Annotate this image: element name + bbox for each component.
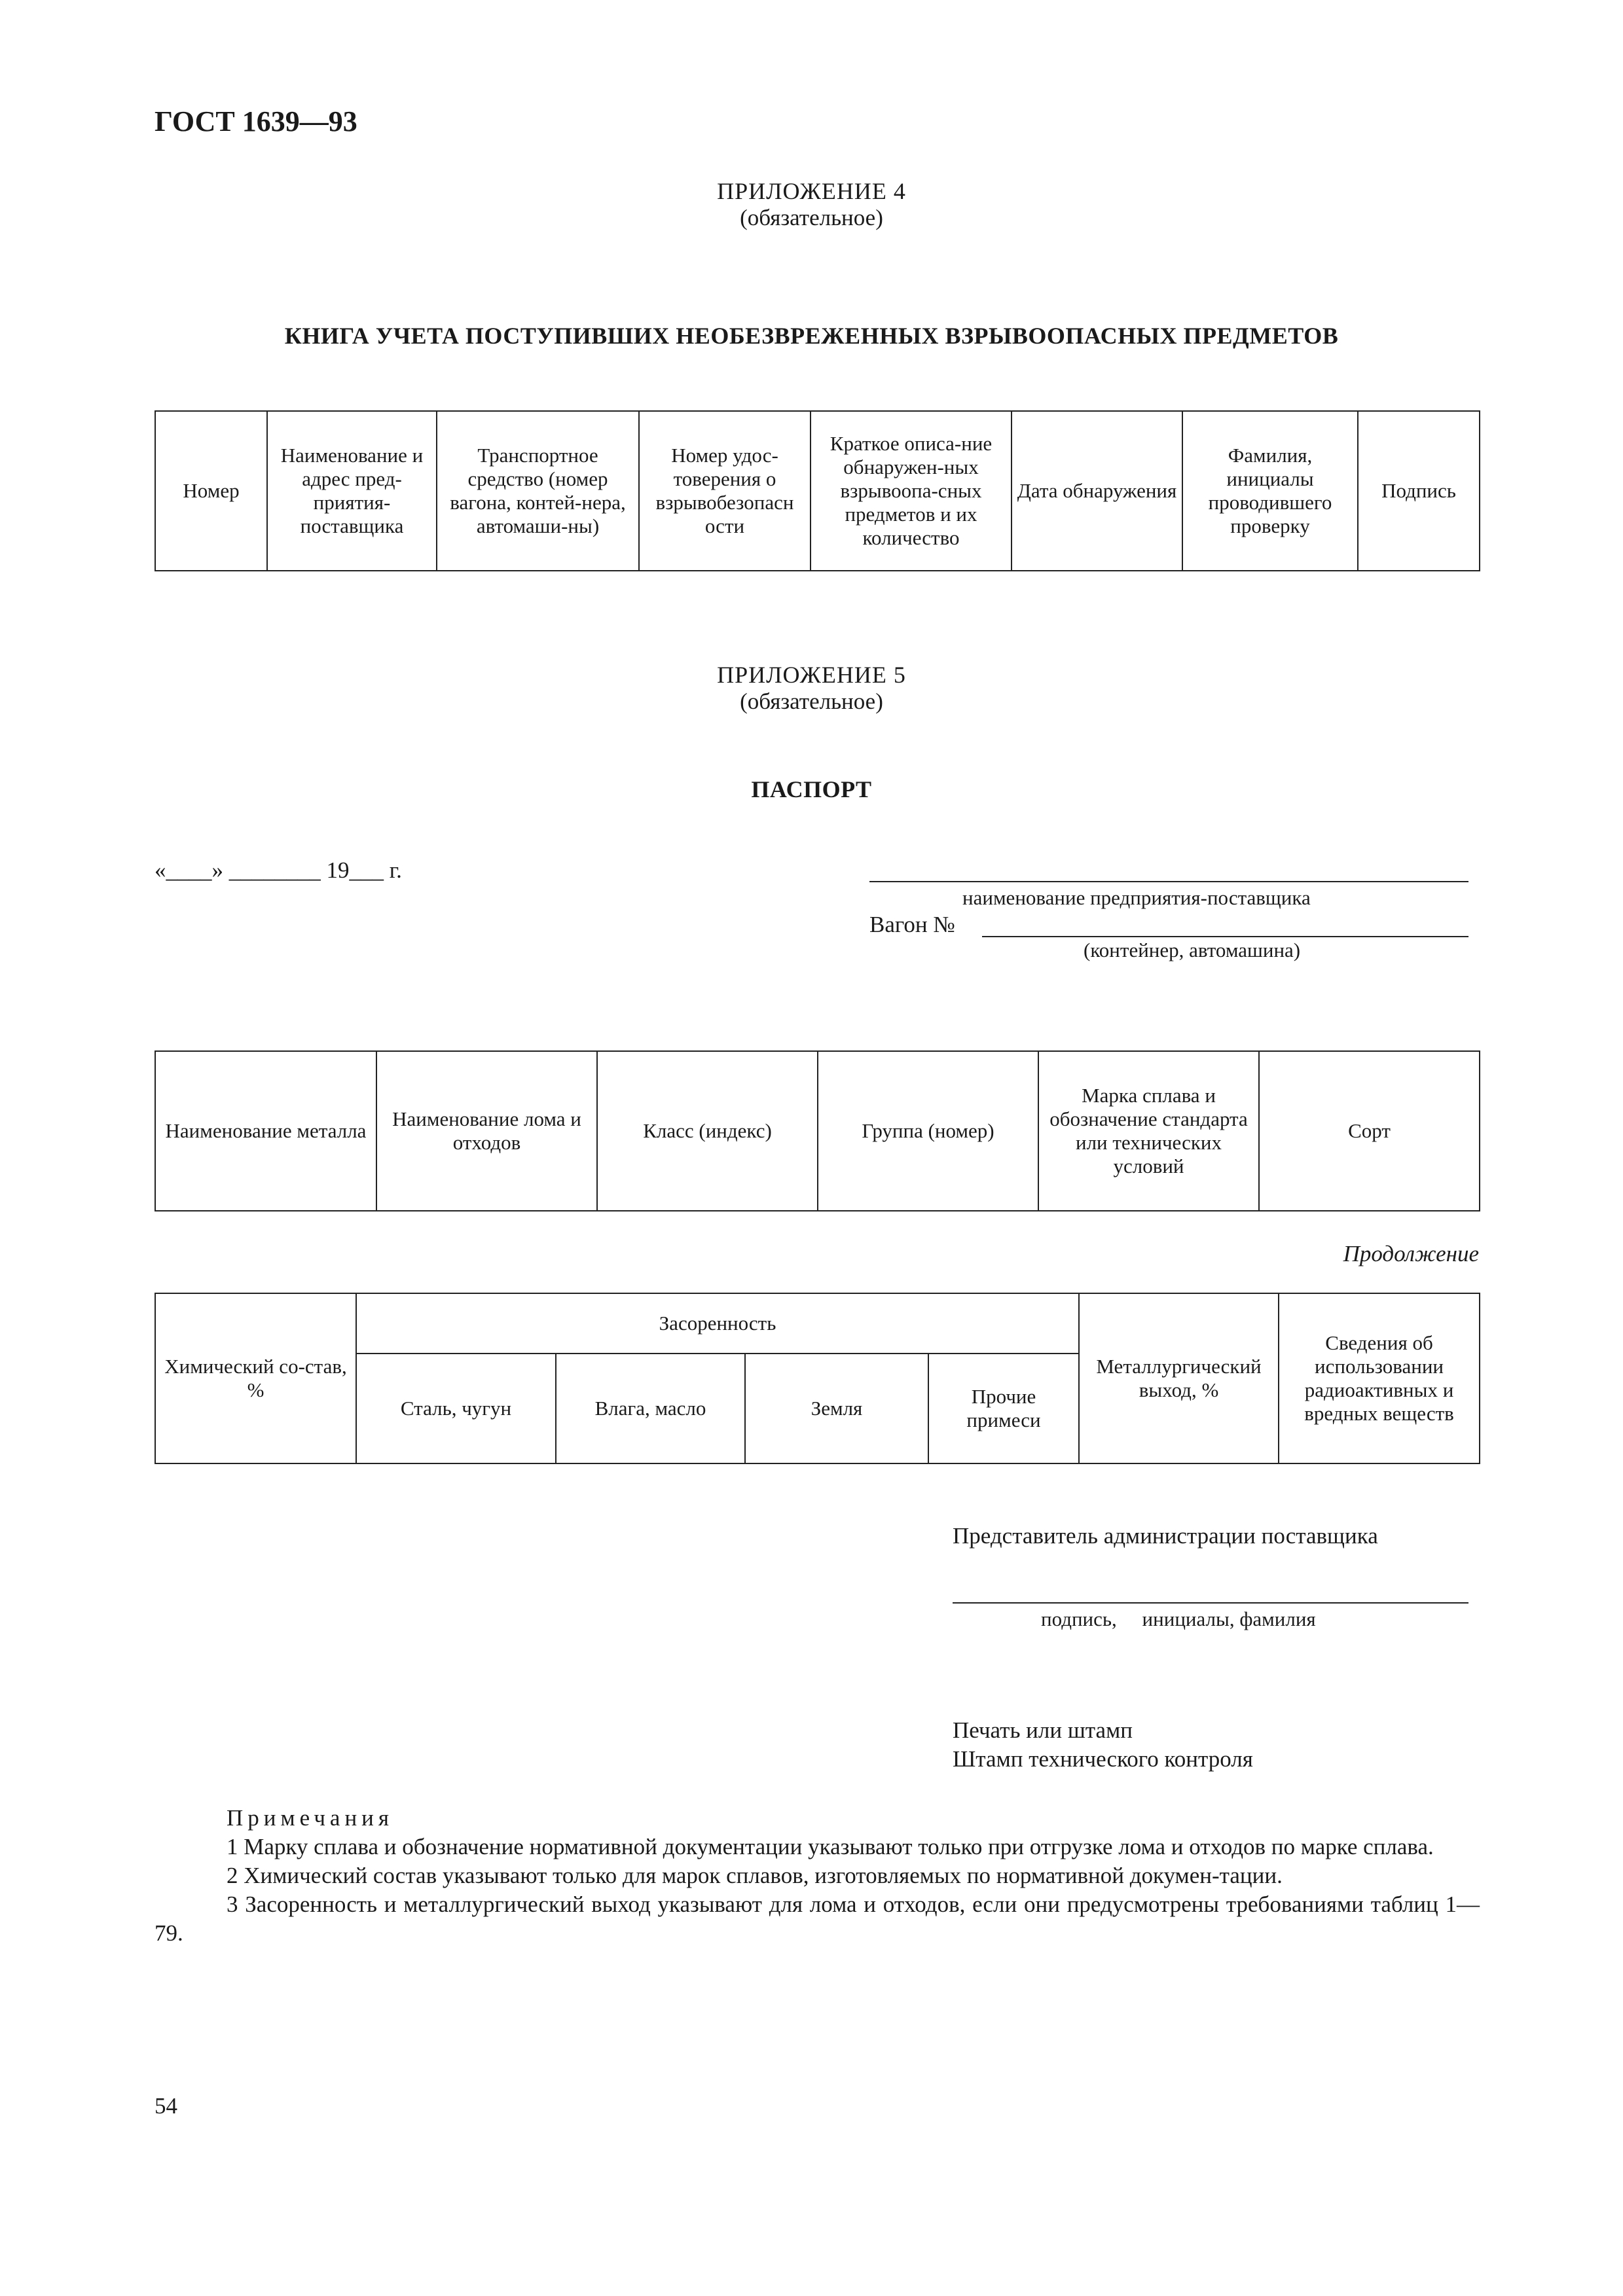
header-cell: Фамилия, инициалы проводившего проверку xyxy=(1182,411,1358,571)
header-cell: Наименование металла xyxy=(155,1051,376,1211)
header-cell: Наименование и адрес пред-приятия-поставщика xyxy=(267,411,437,571)
header-cell: Краткое описа-ние обнаружен-ных взрывоопа-сных предметов и их количество xyxy=(811,411,1012,571)
header-cell: Прочие примеси xyxy=(928,1354,1079,1463)
header-cell: Влага, масло xyxy=(556,1354,745,1463)
header-cell: Номер xyxy=(155,411,267,571)
explosives-log-table xyxy=(155,410,1480,571)
stamp-label: Печать или штамп xyxy=(953,1717,1133,1743)
header-cell: Сорт xyxy=(1259,1051,1480,1211)
header-cell: Металлургический выход, % xyxy=(1079,1293,1279,1463)
header-cell: Подпись xyxy=(1358,411,1480,571)
appendix-4-heading: КНИГА УЧЕТА ПОСТУПИВШИХ НЕОБЕЗВРЕЖЕННЫХ ВЗРЫВООПАСНЫХ ПРЕДМЕТОВ xyxy=(284,323,1339,349)
header-cell: Транспортное средство (номер вагона, контей-нера, автомаши-ны) xyxy=(437,411,639,571)
appendix-5-note: (обязательное) xyxy=(740,689,883,714)
continuation-label: Продолжение xyxy=(1343,1241,1479,1266)
document-number: ГОСТ 1639—93 xyxy=(155,105,357,137)
header-cell: Сталь, чугун xyxy=(356,1354,556,1463)
header-cell: Номер удос-товерения о взрывобезопасн ости xyxy=(639,411,811,571)
header-cell: Земля xyxy=(745,1354,928,1463)
page-number: 54 xyxy=(155,2093,177,2119)
signature-line xyxy=(953,1602,1468,1604)
appendix-5-title: ПРИЛОЖЕНИЕ 5 xyxy=(717,662,906,688)
header-cell: Дата обнаружения xyxy=(1012,411,1182,571)
representative-label: Представитель администрации поставщика xyxy=(953,1523,1378,1549)
header-cell: Группа (номер) xyxy=(818,1051,1038,1211)
header-cell: Сведения об использовании радиоактивных и вредных веществ xyxy=(1279,1293,1480,1463)
table-header-row xyxy=(155,411,1480,571)
supplier-name-line xyxy=(869,881,1468,882)
note-item: 1 Марку сплава и обозначение нормативной документации указывают только при отгрузке лома и отходов по марке сплава. xyxy=(227,1834,1434,1859)
wagon-caption: (контейнер, автомашина) xyxy=(1084,939,1301,961)
wagon-label: Вагон № xyxy=(869,912,955,937)
signature-caption: подпись, инициалы, фамилия xyxy=(1041,1607,1316,1630)
notes-title: Примечания xyxy=(227,1805,394,1831)
appendix-4-title: ПРИЛОЖЕНИЕ 4 xyxy=(717,178,906,204)
note-item: 3 Засоренность и металлургический выход указывают для лома и отходов, если они предусмотрены требованиями таблиц 1—79. xyxy=(155,1892,1480,1946)
header-cell: Засоренность xyxy=(356,1293,1079,1354)
header-cell: Класс (индекс) xyxy=(597,1051,818,1211)
table-header-row xyxy=(155,1293,1480,1354)
technical-control-stamp-label: Штамп технического контроля xyxy=(953,1746,1253,1772)
header-cell: Химический со-став, % xyxy=(155,1293,356,1463)
header-cell: Наименование лома и отходов xyxy=(376,1051,597,1211)
passport-continuation-table xyxy=(155,1293,1480,1464)
appendix-4-note: (обязательное) xyxy=(740,205,883,230)
header-cell: Марка сплава и обозначение стандарта или технических условий xyxy=(1038,1051,1259,1211)
passport-table xyxy=(155,1050,1480,1211)
date-line: «____» ________ 19___ г. xyxy=(155,857,402,883)
table-header-row xyxy=(155,1051,1480,1211)
passport-heading: ПАСПОРТ xyxy=(751,776,872,802)
notes-section xyxy=(155,1804,1480,1948)
supplier-caption: наименование предприятия-поставщика xyxy=(962,886,1311,909)
note-item: 2 Химический состав указывают только для марок сплавов, изготовляемых по нормативной докумен-тации. xyxy=(227,1863,1283,1888)
